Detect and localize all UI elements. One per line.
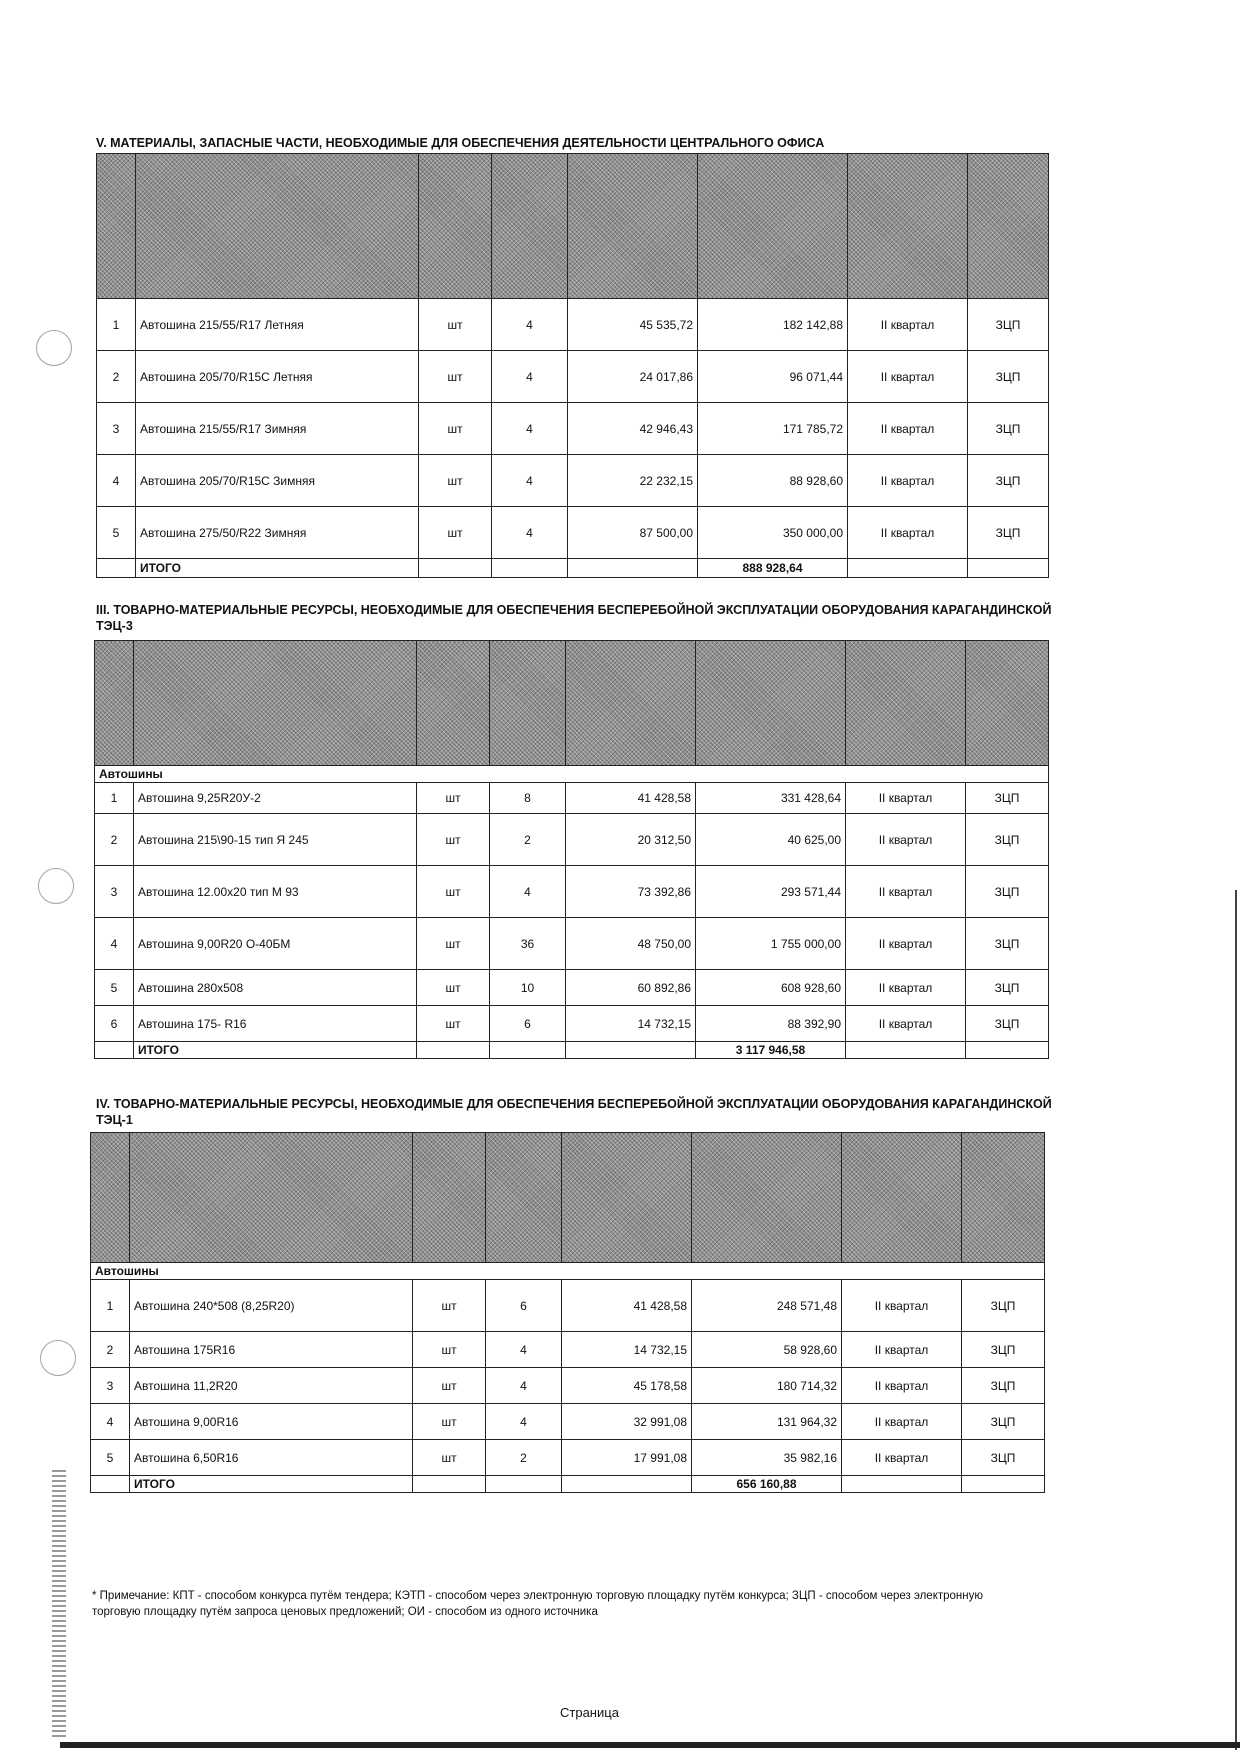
cell-period: II квартал (842, 1280, 962, 1332)
total-empty (568, 559, 698, 578)
cell-sum: 40 625,00 (696, 814, 846, 866)
total-empty (966, 1042, 1049, 1059)
cell-sum: 35 982,16 (692, 1440, 842, 1476)
cell-period: II квартал (848, 403, 968, 455)
cell-number: 3 (91, 1368, 130, 1404)
cell-unit: шт (417, 1006, 490, 1042)
table-row (97, 299, 1049, 351)
cell-quantity: 10 (490, 970, 566, 1006)
header-cell (698, 154, 848, 299)
cell-number: 3 (95, 866, 134, 918)
total-label: ИТОГО (136, 559, 419, 578)
cell-price: 14 732,15 (562, 1332, 692, 1368)
cell-sum: 180 714,32 (692, 1368, 842, 1404)
cell-quantity: 4 (490, 866, 566, 918)
header-cell (568, 154, 698, 299)
header-cell (846, 641, 966, 766)
cell-price: 73 392,86 (566, 866, 696, 918)
cell-period: II квартал (846, 970, 966, 1006)
cell-price: 87 500,00 (568, 507, 698, 559)
cell-unit: шт (417, 783, 490, 814)
cell-unit: шт (413, 1332, 486, 1368)
cell-price: 14 732,15 (566, 1006, 696, 1042)
header-cell (968, 154, 1049, 299)
cell-number: 2 (91, 1332, 130, 1368)
cell-period: II квартал (846, 783, 966, 814)
cell-quantity: 8 (490, 783, 566, 814)
table-row (95, 814, 1049, 866)
cell-price: 45 535,72 (568, 299, 698, 351)
stamp-mark (40, 1340, 76, 1376)
cell-unit: шт (419, 299, 492, 351)
cell-sum: 96 071,44 (698, 351, 848, 403)
cell-sum: 171 785,72 (698, 403, 848, 455)
header-cell (562, 1133, 692, 1263)
cell-item-name: Автошина 275/50/R22 Зимняя (136, 507, 419, 559)
cell-method: ЗЦП (968, 403, 1049, 455)
total-empty (566, 1042, 696, 1059)
cell-period: II квартал (848, 351, 968, 403)
header-cell (134, 641, 417, 766)
cell-item-name: Автошина 215/55/R17 Летняя (136, 299, 419, 351)
cell-method: ЗЦП (966, 918, 1049, 970)
total-row (95, 1042, 1049, 1059)
stamp-mark (38, 868, 74, 904)
cell-unit: шт (419, 351, 492, 403)
table-row (91, 1332, 1045, 1368)
cell-method: ЗЦП (966, 783, 1049, 814)
group-row (91, 1263, 1045, 1280)
total-empty (842, 1476, 962, 1493)
cell-sum: 331 428,64 (696, 783, 846, 814)
cell-method: ЗЦП (966, 970, 1049, 1006)
total-empty (490, 1042, 566, 1059)
header-cell (696, 641, 846, 766)
total-empty (97, 559, 136, 578)
total-empty (848, 559, 968, 578)
cell-sum: 182 142,88 (698, 299, 848, 351)
total-empty (95, 1042, 134, 1059)
total-sum: 3 117 946,58 (696, 1042, 846, 1059)
cell-number: 5 (91, 1440, 130, 1476)
cell-quantity: 36 (490, 918, 566, 970)
scan-bottom-bar (60, 1742, 1240, 1748)
cell-sum: 131 964,32 (692, 1404, 842, 1440)
total-empty (417, 1042, 490, 1059)
table-row (95, 970, 1049, 1006)
cell-period: II квартал (846, 866, 966, 918)
header-cell (95, 641, 134, 766)
table-row (91, 1404, 1045, 1440)
cell-price: 41 428,58 (566, 783, 696, 814)
cell-price: 32 991,08 (562, 1404, 692, 1440)
cell-unit: шт (413, 1404, 486, 1440)
cell-item-name: Автошина 9,00R20 О-40БМ (134, 918, 417, 970)
total-row (97, 559, 1049, 578)
cell-method: ЗЦП (962, 1368, 1045, 1404)
cell-unit: шт (417, 814, 490, 866)
cell-quantity: 4 (486, 1332, 562, 1368)
cell-quantity: 2 (486, 1440, 562, 1476)
cell-quantity: 6 (490, 1006, 566, 1042)
cell-number: 4 (95, 918, 134, 970)
header-cell (486, 1133, 562, 1263)
cell-item-name: Автошина 175- R16 (134, 1006, 417, 1042)
cell-method: ЗЦП (962, 1280, 1045, 1332)
scan-edge-mark (52, 1470, 66, 1740)
group-row (95, 766, 1049, 783)
header-cell (692, 1133, 842, 1263)
cell-quantity: 4 (492, 507, 568, 559)
header-cell (91, 1133, 130, 1263)
cell-number: 1 (91, 1280, 130, 1332)
cell-method: ЗЦП (968, 455, 1049, 507)
stamp-mark (36, 330, 72, 366)
cell-item-name: Автошина 215\90-15 тип Я 245 (134, 814, 417, 866)
cell-period: II квартал (846, 918, 966, 970)
table-header-row (95, 641, 1049, 766)
cell-number: 1 (95, 783, 134, 814)
group-label: Автошины (95, 766, 1049, 783)
cell-number: 4 (97, 455, 136, 507)
cell-method: ЗЦП (968, 299, 1049, 351)
header-cell (962, 1133, 1045, 1263)
section-title-v: V. МАТЕРИАЛЫ, ЗАПАСНЫЕ ЧАСТИ, НЕОБХОДИМЫЕ ДЛЯ ОБЕСПЕЧЕНИЯ ДЕЯТЕЛЬНОСТИ ЦЕНТРАЛЬНОГО ОФИСА (96, 136, 825, 150)
header-cell (566, 641, 696, 766)
cell-number: 4 (91, 1404, 130, 1440)
cell-item-name: Автошина 280x508 (134, 970, 417, 1006)
cell-period: II квартал (846, 814, 966, 866)
cell-quantity: 4 (492, 403, 568, 455)
cell-price: 17 991,08 (562, 1440, 692, 1476)
table-row (91, 1368, 1045, 1404)
cell-price: 42 946,43 (568, 403, 698, 455)
cell-quantity: 4 (492, 455, 568, 507)
header-cell (97, 154, 136, 299)
header-cell (492, 154, 568, 299)
total-empty (846, 1042, 966, 1059)
table-row (97, 455, 1049, 507)
header-cell (966, 641, 1049, 766)
cell-item-name: Автошина 11,2R20 (130, 1368, 413, 1404)
cell-price: 45 178,58 (562, 1368, 692, 1404)
total-empty (962, 1476, 1045, 1493)
cell-item-name: Автошина 240*508 (8,25R20) (130, 1280, 413, 1332)
cell-item-name: Автошина 215/55/R17 Зимняя (136, 403, 419, 455)
cell-unit: шт (417, 866, 490, 918)
header-cell (417, 641, 490, 766)
cell-method: ЗЦП (966, 1006, 1049, 1042)
total-empty (413, 1476, 486, 1493)
cell-period: II квартал (848, 455, 968, 507)
table-row (95, 783, 1049, 814)
table-body (97, 299, 1049, 559)
cell-item-name: Автошина 175R16 (130, 1332, 413, 1368)
table-row (95, 1006, 1049, 1042)
header-cell (413, 1133, 486, 1263)
cell-sum: 350 000,00 (698, 507, 848, 559)
cell-sum: 608 928,60 (696, 970, 846, 1006)
cell-item-name: Автошина 12.00x20 тип М 93 (134, 866, 417, 918)
total-label: ИТОГО (134, 1042, 417, 1059)
total-label: ИТОГО (130, 1476, 413, 1493)
cell-sum: 1 755 000,00 (696, 918, 846, 970)
table-row (97, 351, 1049, 403)
cell-item-name: Автошина 205/70/R15C Летняя (136, 351, 419, 403)
cell-method: ЗЦП (968, 507, 1049, 559)
table-row (95, 918, 1049, 970)
scan-edge-line (1235, 890, 1237, 1750)
cell-quantity: 2 (490, 814, 566, 866)
cell-price: 24 017,86 (568, 351, 698, 403)
table-body (95, 783, 1049, 1042)
total-sum: 656 160,88 (692, 1476, 842, 1493)
cell-number: 2 (95, 814, 134, 866)
cell-unit: шт (413, 1368, 486, 1404)
header-cell (136, 154, 419, 299)
section-title-iv: IV. ТОВАРНО-МАТЕРИАЛЬНЫЕ РЕСУРСЫ, НЕОБХОДИМЫЕ ДЛЯ ОБЕСПЕЧЕНИЯ БЕСПЕРЕБОЙНОЙ ЭКСПЛУАТАЦИИ ОБОРУДОВАНИЯ КАРАГАНДИНСКОЙ ТЭЦ-1 (96, 1097, 1052, 1127)
total-empty (968, 559, 1049, 578)
cell-number: 3 (97, 403, 136, 455)
header-cell (848, 154, 968, 299)
total-empty (486, 1476, 562, 1493)
cell-period: II квартал (848, 299, 968, 351)
cell-method: ЗЦП (966, 814, 1049, 866)
cell-period: II квартал (846, 1006, 966, 1042)
cell-method: ЗЦП (962, 1440, 1045, 1476)
cell-method: ЗЦП (968, 351, 1049, 403)
header-cell (490, 641, 566, 766)
cell-method: ЗЦП (966, 866, 1049, 918)
table-tets-3 (94, 640, 1049, 1059)
cell-method: ЗЦП (962, 1404, 1045, 1440)
cell-unit: шт (413, 1440, 486, 1476)
total-empty (419, 559, 492, 578)
total-empty (91, 1476, 130, 1493)
cell-period: II квартал (842, 1332, 962, 1368)
cell-unit: шт (417, 970, 490, 1006)
header-cell (130, 1133, 413, 1263)
cell-period: II квартал (842, 1368, 962, 1404)
cell-unit: шт (419, 403, 492, 455)
header-cell (419, 154, 492, 299)
table-row (97, 403, 1049, 455)
table-body (91, 1280, 1045, 1476)
cell-price: 22 232,15 (568, 455, 698, 507)
total-empty (562, 1476, 692, 1493)
cell-sum: 248 571,48 (692, 1280, 842, 1332)
cell-unit: шт (419, 455, 492, 507)
total-sum: 888 928,64 (698, 559, 848, 578)
table-header-row (97, 154, 1049, 299)
table-row (95, 866, 1049, 918)
table-central-office (96, 153, 1049, 578)
table-row (91, 1440, 1045, 1476)
cell-item-name: Автошина 205/70/R15C Зимняя (136, 455, 419, 507)
cell-number: 6 (95, 1006, 134, 1042)
cell-unit: шт (413, 1280, 486, 1332)
cell-price: 20 312,50 (566, 814, 696, 866)
cell-item-name: Автошина 9,00R16 (130, 1404, 413, 1440)
cell-number: 5 (95, 970, 134, 1006)
table-tets-1 (90, 1132, 1045, 1493)
group-label: Автошины (91, 1263, 1045, 1280)
cell-quantity: 4 (492, 351, 568, 403)
section-title-iii: III. ТОВАРНО-МАТЕРИАЛЬНЫЕ РЕСУРСЫ, НЕОБХОДИМЫЕ ДЛЯ ОБЕСПЕЧЕНИЯ БЕСПЕРЕБОЙНОЙ ЭКСПЛУАТАЦИИ ОБОРУДОВАНИЯ КАРАГАНДИНСКОЙ ТЭЦ-3 (96, 603, 1052, 633)
table-row (97, 507, 1049, 559)
cell-price: 60 892,86 (566, 970, 696, 1006)
cell-period: II квартал (842, 1440, 962, 1476)
footnote: * Примечание: КПТ - способом конкурса путём тендера; КЭТП - способом через электронную торговую площадку путём конкурса; ЗЦП - способом через электронную торговую площадку путём запроса ценовых предложений; ОИ - способом из одного источника (92, 1590, 983, 1618)
cell-number: 1 (97, 299, 136, 351)
cell-number: 5 (97, 507, 136, 559)
cell-period: II квартал (848, 507, 968, 559)
cell-sum: 58 928,60 (692, 1332, 842, 1368)
cell-method: ЗЦП (962, 1332, 1045, 1368)
cell-quantity: 6 (486, 1280, 562, 1332)
cell-quantity: 4 (486, 1404, 562, 1440)
cell-quantity: 4 (492, 299, 568, 351)
cell-price: 41 428,58 (562, 1280, 692, 1332)
page-label: Страница (560, 1705, 619, 1720)
table-row (91, 1280, 1045, 1332)
cell-quantity: 4 (486, 1368, 562, 1404)
table-header-row (91, 1133, 1045, 1263)
cell-unit: шт (417, 918, 490, 970)
cell-sum: 88 392,90 (696, 1006, 846, 1042)
cell-unit: шт (419, 507, 492, 559)
header-cell (842, 1133, 962, 1263)
cell-item-name: Автошина 9,25R20У-2 (134, 783, 417, 814)
total-row (91, 1476, 1045, 1493)
cell-period: II квартал (842, 1404, 962, 1440)
cell-item-name: Автошина 6,50R16 (130, 1440, 413, 1476)
cell-number: 2 (97, 351, 136, 403)
cell-sum: 293 571,44 (696, 866, 846, 918)
total-empty (492, 559, 568, 578)
cell-price: 48 750,00 (566, 918, 696, 970)
cell-sum: 88 928,60 (698, 455, 848, 507)
